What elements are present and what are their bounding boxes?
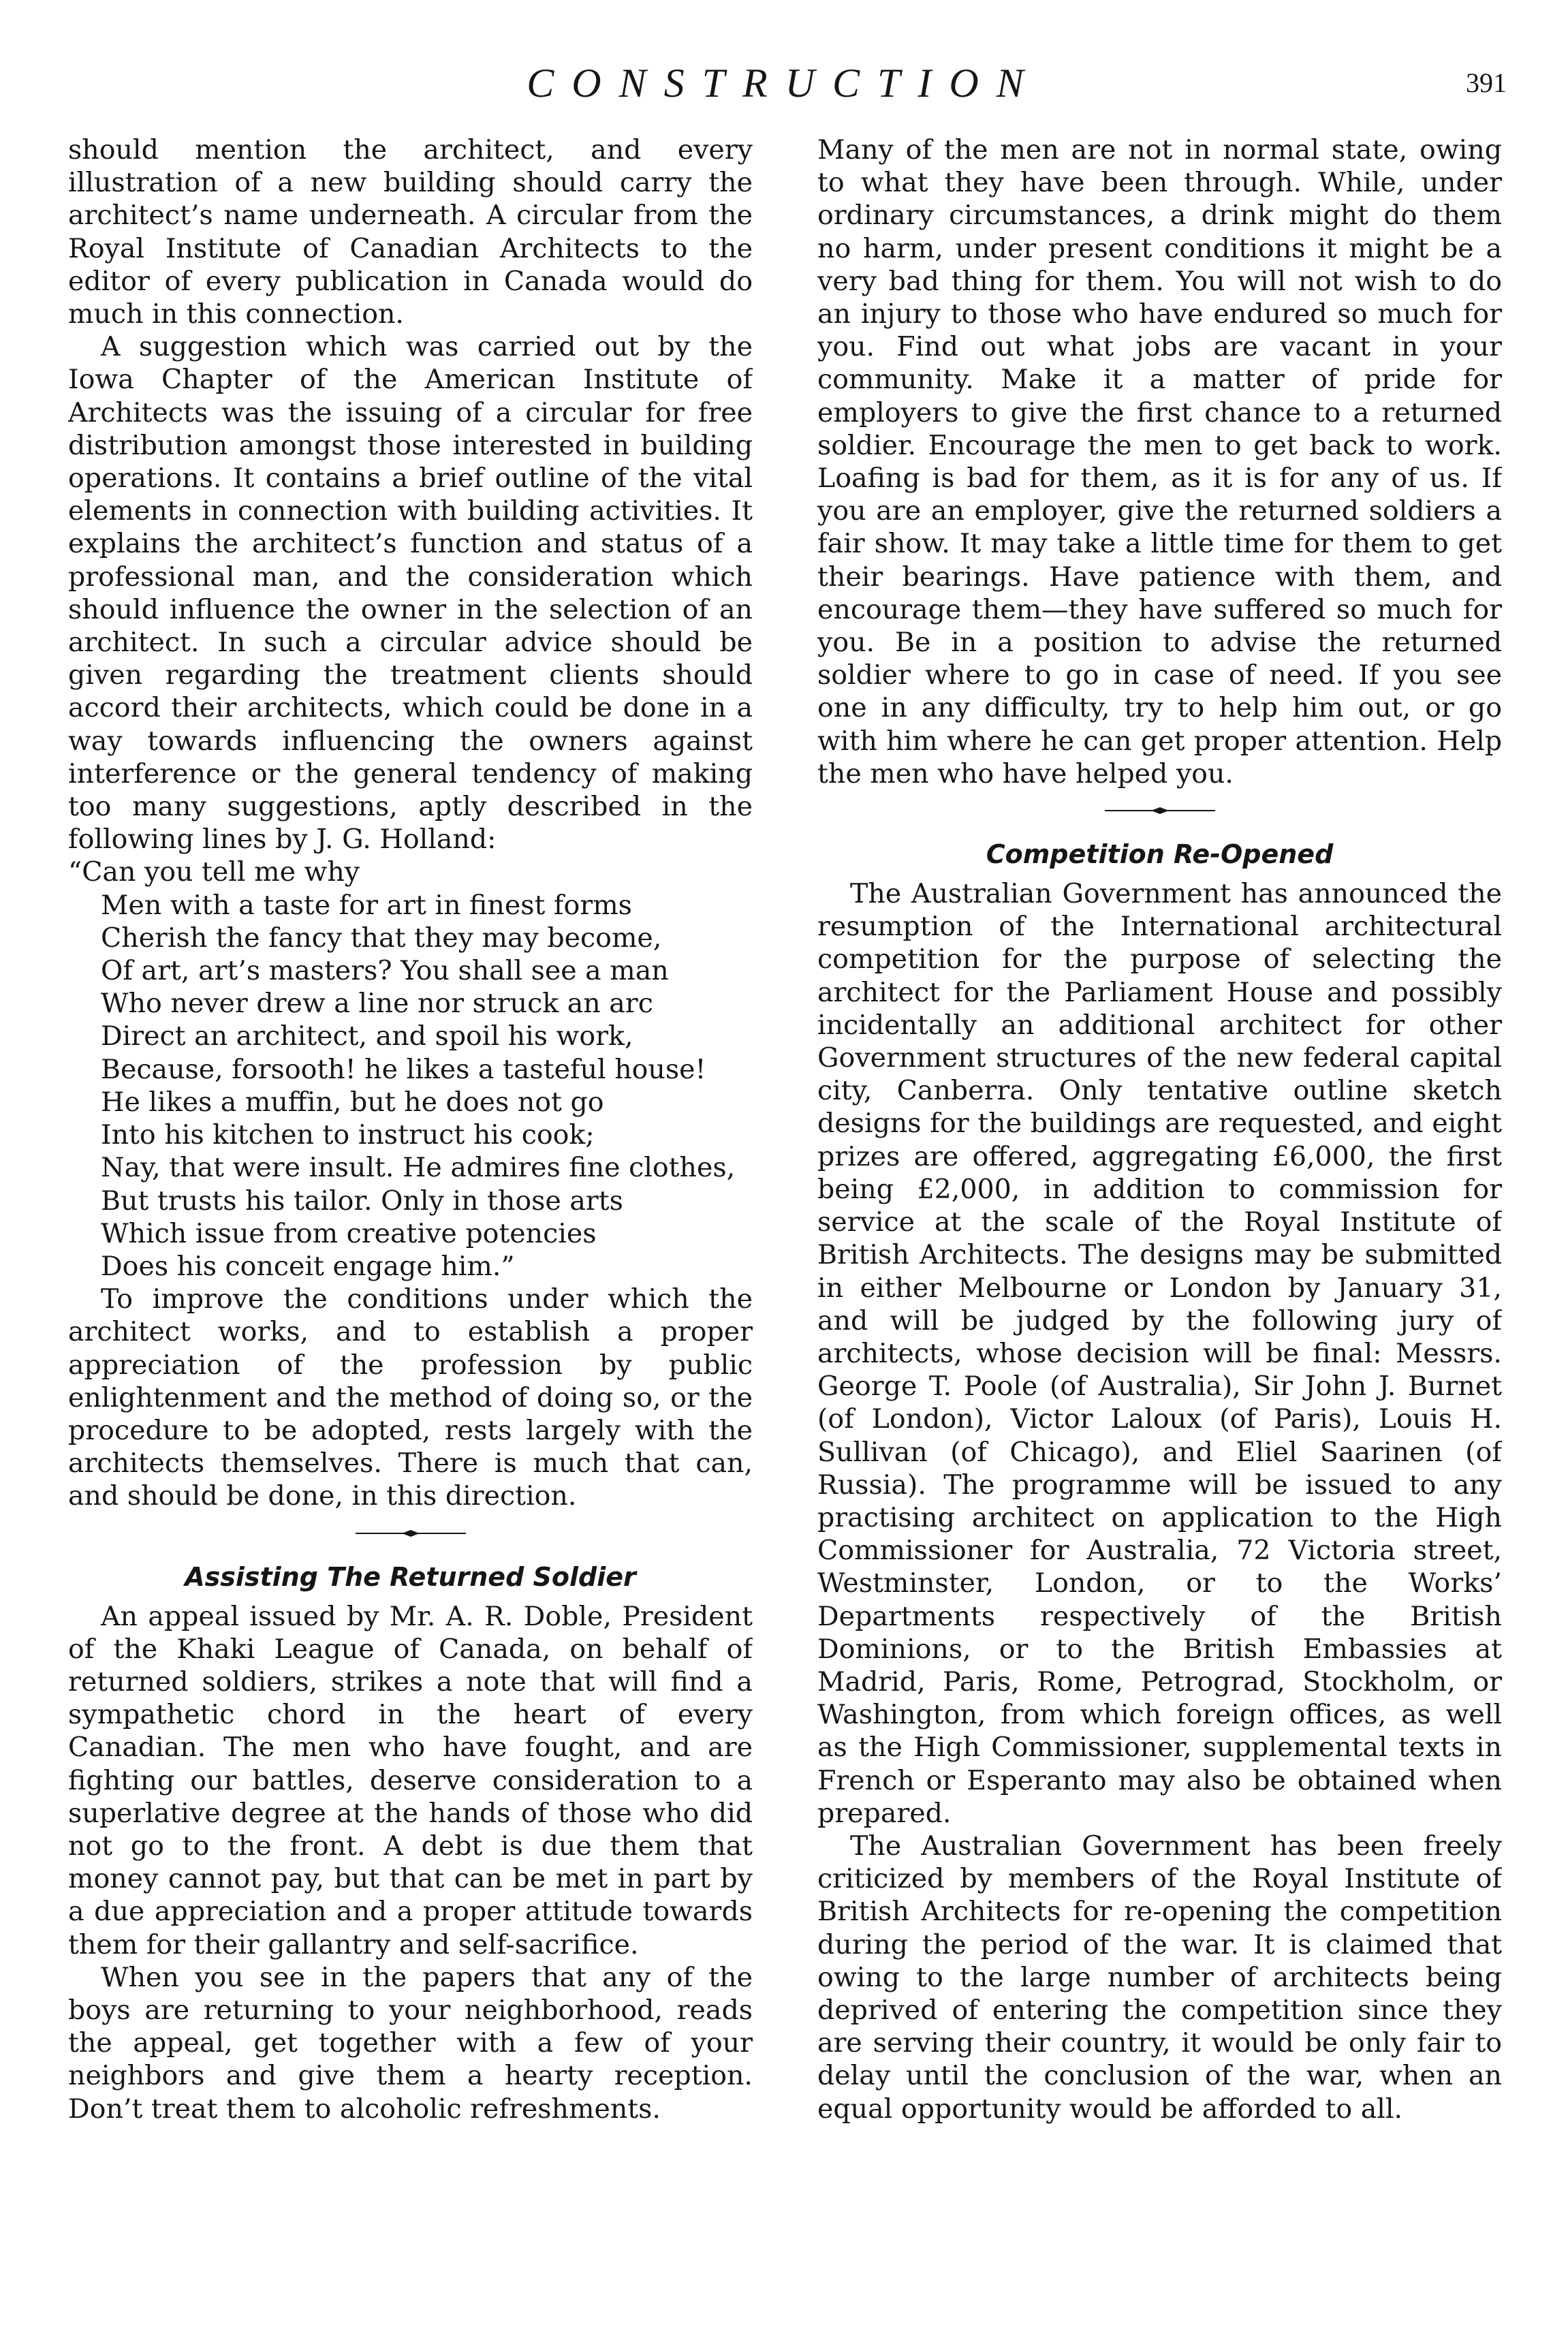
article-paragraph: An appeal issued by Mr. A. R. Doble, President of the Khaki League of Canada, on behalf of returned soldiers, strikes a note that will find a sympathetic chord in the heart of every Canadian. The men who have fought, and are fighting our battles, deserve consideration to a superlative degree at the hands of those who did not go to the front. A debt is due them that money cannot pay, but that can be met in part by a due appreciation and a proper attitude towards them for their gallantry and self-sacrifice. <box>68 1600 753 1960</box>
poem-line: He likes a muffin, but he does not go <box>101 1086 604 1118</box>
poem-line: Direct an architect, and spoil his work, <box>101 1020 633 1052</box>
divider-ornament-icon <box>353 1528 469 1539</box>
article-paragraph: To improve the conditions under which the architect works, and to establish a proper appreciation of the profession by public enlightenment and the method of doing so, or the procedure to be adopted, rests largely with the architects themselves. There is much that can, and should be done, in this direction. <box>68 1283 753 1512</box>
divider-ornament-icon <box>1102 805 1218 816</box>
poem-line: But trusts his tailor. Only in those arts <box>101 1185 623 1217</box>
poem-line: Who never drew a line nor struck an arc <box>101 988 653 1020</box>
section-divider <box>817 790 1502 835</box>
section-heading: Assisting The Returned Soldier <box>185 1561 636 1592</box>
poem-line: Because, forsooth! he likes a tasteful house! <box>101 1053 706 1085</box>
poem-line: Nay, that were insult. He admires fine clothes, <box>101 1152 736 1184</box>
article-paragraph: When you see in the papers that any of the boys are returning to your neighborhood, reads the appeal, get together with a few of your neighbors and give them a hearty reception. Don’t treat them to alcoholic refreshments. <box>68 1961 753 2125</box>
poem-line: Cherish the fancy that they may become, <box>101 922 662 954</box>
article-paragraph: The Australian Government has announced the resumption of the International architectural competition for the purpose of selecting the architect for the Parliament House and possibly incidentally an additional architect for other Government structures of the new federal capital city, Canberra. Only tentative outline sketch designs for the buildings are requested, and eight prizes are offered, aggregating £6,000, the first being £2,000, in addition to commission for service at the scale of the Royal Institute of British Architects. The designs may be submitted in either Melbourne or London by January 31, and will be judged by the following jury of architects, whose decision will be final: Messrs. George T. Poole (of Australia), Sir John J. Burnet (of London), Victor Laloux (of Paris), Louis H. Sullivan (of Chicago), and Eliel Saarinen (of Russia). The programme will be issued to any practising architect on application to the High Commissioner for Australia, 72 Victoria street, Westminster, London, or to the Works’ Departments respectively of the British Dominions, or to the British Embassies at Madrid, Paris, Rome, Petrograd, Stockholm, or Washington, from which foreign offices, as well as the High Commissioner, supplemental texts in French or Esperanto may also be obtained when prepared. <box>817 878 1502 1829</box>
article-paragraph: should mention the architect, and every illustration of a new building should carry the architect’s name underneath. A circular from the Royal Institute of Canadian Architects to the editor of every publication in Canada would do much in this connection. <box>68 134 753 330</box>
page-number: 391 <box>1466 67 1507 98</box>
section-heading: Competition Re-Opened <box>986 839 1334 870</box>
article-paragraph: Many of the men are not in normal state, owing to what they have been through. While, under ordinary circumstances, a drink might do them no harm, under present conditions it might be a very bad thing for them. You will not wish to do an injury to those who have endured so much for you. Find out what jobs are vacant in your community. Make it a matter of pride for employers to give the first chance to a returned soldier. Encourage the men to get back to work. Loafing is bad for them, as it is for any of us. If you are an employer, give the returned soldiers a fair show. It may take a little time for them to get their bearings. Have patience with them, and encourage them—they have suffered so much for you. Be in a position to advise the returned soldier where to go in case of need. If you see one in any difficulty, try to help him out, or go with him where he can get proper attention. Help the men who have helped you. <box>817 134 1502 790</box>
article-paragraph: A suggestion which was carried out by the Iowa Chapter of the American Institute of Architects was the issuing of a circular for free distribution amongst those interested in building operations. It contains a brief outline of the vital elements in connection with building activities. It explains the architect’s function and status of a professional man, and the consideration which should influence the owner in the selection of an architect. In such a circular advice should be given regarding the treatment clients should accord their architects, which could be done in a way towards influencing the owners against interference or the general tendency of making too many suggestions, aptly described in the following lines by J. G. Holland: <box>68 331 753 856</box>
poem-quote <box>68 856 753 1283</box>
poem-line: Does his conceit engage him.” <box>101 1250 515 1282</box>
poem-line: Which issue from creative potencies <box>101 1217 597 1249</box>
left-column <box>68 134 753 2259</box>
poem-line: Men with a taste for art in finest forms <box>101 889 632 921</box>
article-paragraph: The Australian Government has been freely criticized by members of the Royal Institute of British Architects for re-opening the competition during the period of the war. It is claimed that owing to the large number of architects being deprived of entering the competition since they are serving their country, it would be only fair to delay until the conclusion of the war, when an equal opportunity would be afforded to all. <box>817 1830 1502 2125</box>
section-divider <box>68 1513 753 1558</box>
poem-line: Of art, art’s masters? You shall see a man <box>101 955 669 987</box>
journal-title: CONSTRUCTION <box>527 61 1041 106</box>
running-head <box>0 60 1568 121</box>
poem-line: “Can you tell me why <box>68 856 360 888</box>
right-column <box>817 134 1502 2259</box>
poem-line: Into his kitchen to instruct his cook; <box>101 1119 595 1151</box>
